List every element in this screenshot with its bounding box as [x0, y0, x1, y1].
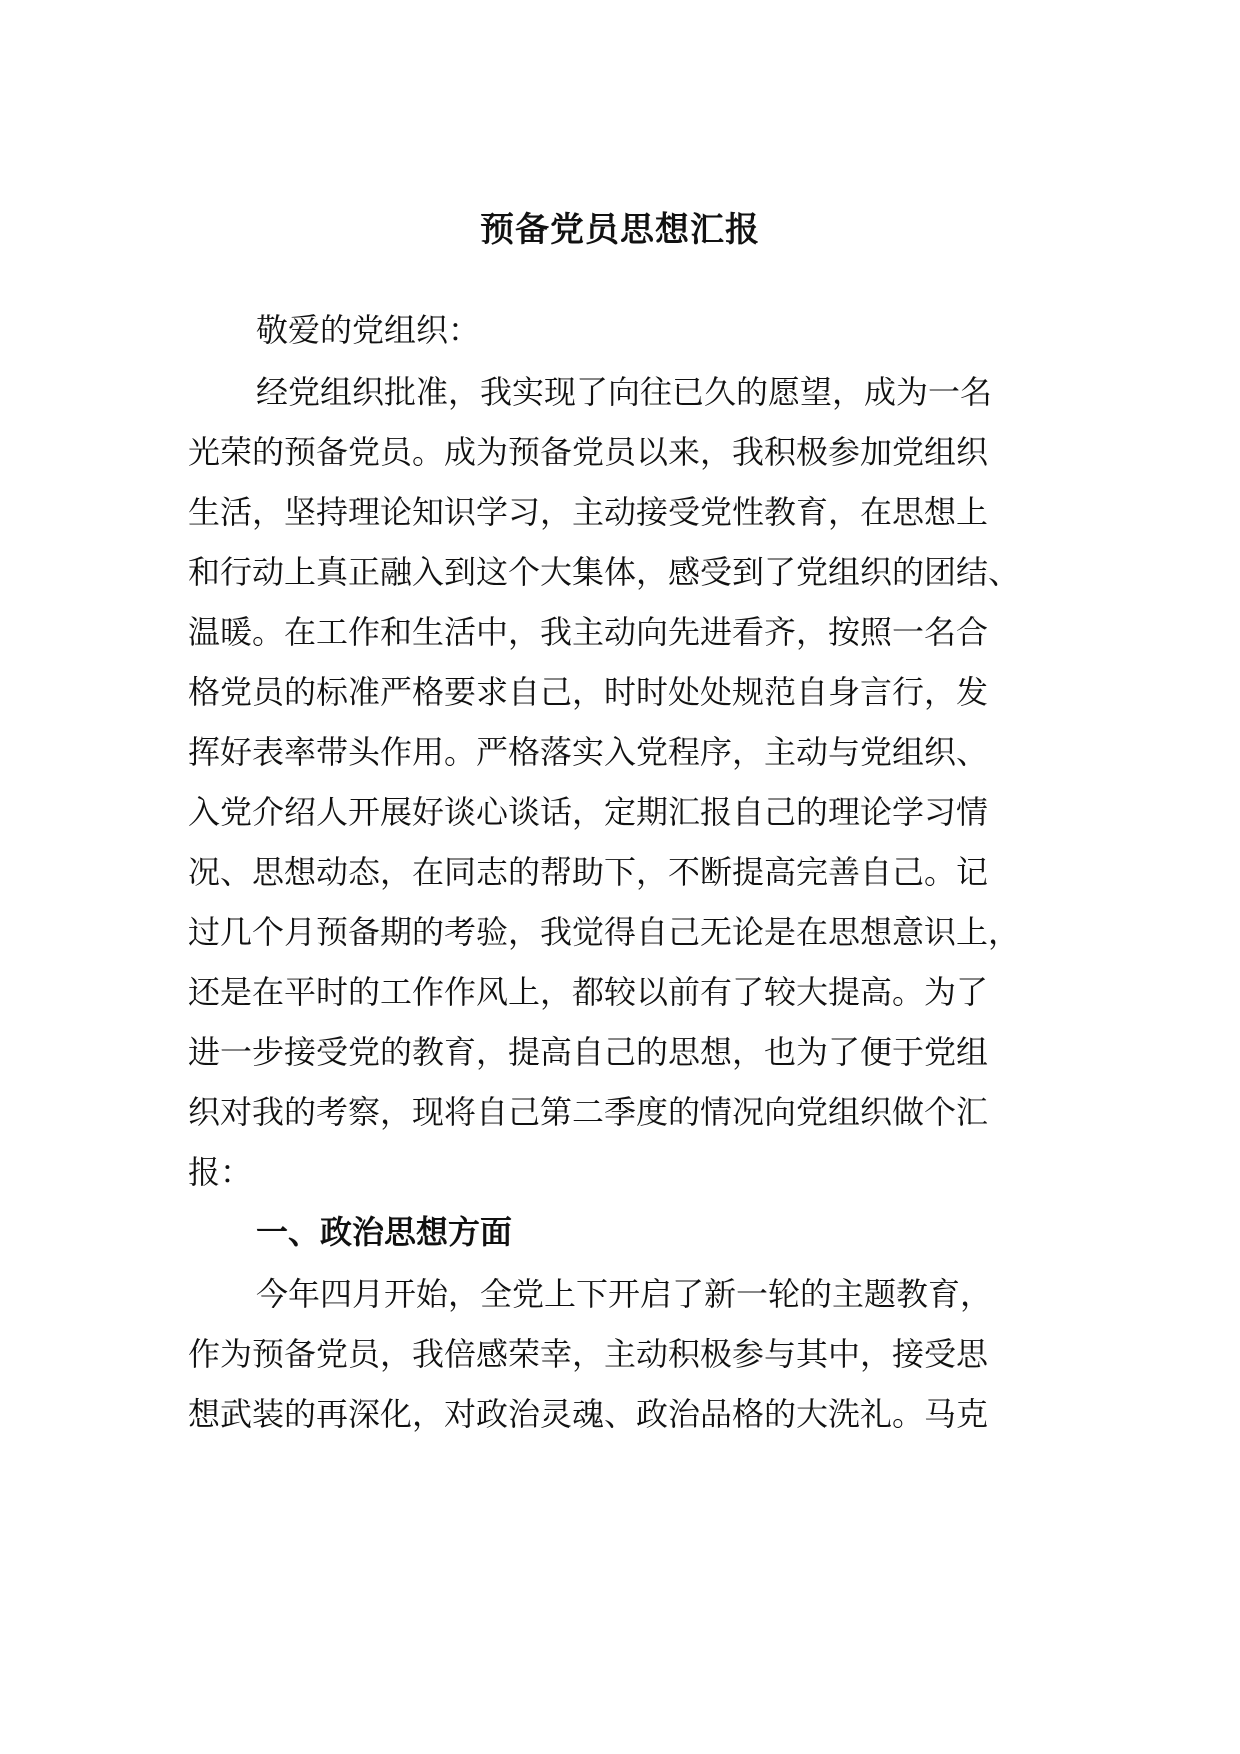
paragraph-line: 想武装的再深化，对政治灵魂、政治品格的大洗礼。马克 — [188, 1395, 989, 1433]
paragraph-line: 挥好表率带头作用。严格落实入党程序，主动与党组织、 — [188, 733, 989, 771]
paragraph-line: 进一步接受党的教育，提高自己的思想，也为了便于党组 — [188, 1033, 989, 1071]
paragraph-line: 生活，坚持理论知识学习，主动接受党性教育，在思想上 — [188, 493, 989, 531]
document-title: 预备党员思想汇报 — [480, 210, 760, 250]
paragraph-line: 格党员的标准严格要求自己，时时处处规范自身言行，发 — [188, 673, 989, 711]
paragraph-line: 温暖。在工作和生活中，我主动向先进看齐，按照一名合 — [188, 613, 989, 651]
paragraph-line: 作为预备党员，我倍感荣幸，主动积极参与其中，接受思 — [188, 1335, 989, 1373]
section-heading: 一、政治思想方面 — [256, 1213, 513, 1251]
paragraph-line: 光荣的预备党员。成为预备党员以来，我积极参加党组织 — [188, 433, 989, 471]
paragraph-line: 况、思想动态，在同志的帮助下，不断提高完善自己。记 — [188, 853, 989, 891]
paragraph-line: 织对我的考察，现将自己第二季度的情况向党组织做个汇 — [188, 1093, 989, 1131]
paragraph-line: 过几个月预备期的考验，我觉得自己无论是在思想意识上， — [188, 913, 1021, 951]
paragraph-line: 今年四月开始，全党上下开启了新一轮的主题教育， — [256, 1275, 993, 1313]
paragraph-line: 报： — [188, 1153, 253, 1191]
paragraph-line: 经党组织批准，我实现了向往已久的愿望，成为一名 — [256, 373, 993, 411]
salutation: 敬爱的党组织： — [256, 311, 481, 349]
paragraph-line: 还是在平时的工作作风上，都较以前有了较大提高。为了 — [188, 973, 989, 1011]
paragraph-line: 入党介绍人开展好谈心谈话，定期汇报自己的理论学习情 — [188, 793, 989, 831]
paragraph-line: 和行动上真正融入到这个大集体，感受到了党组织的团结、 — [188, 553, 1021, 591]
